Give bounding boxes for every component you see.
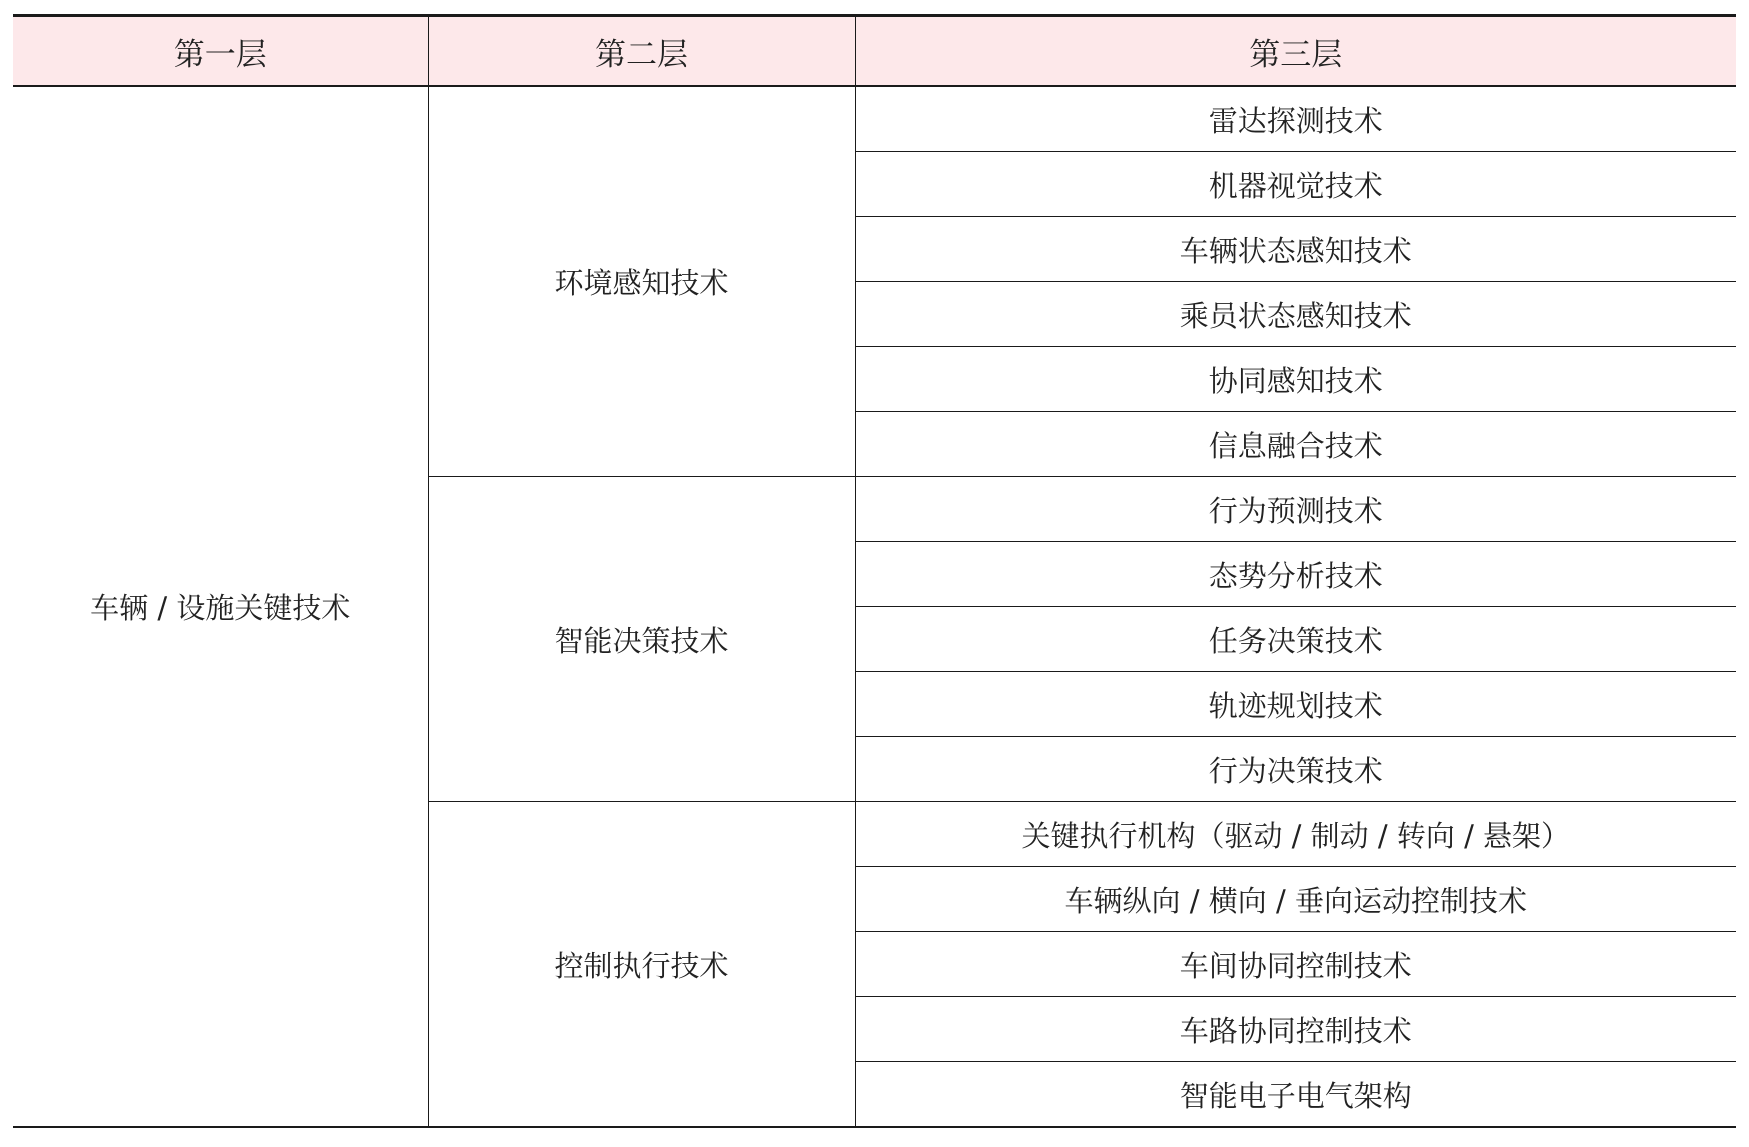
technology-table-container — [13, 14, 1736, 1128]
technology-hierarchy-table — [13, 14, 1736, 1128]
level2-cell-perception: 环境感知技术 — [428, 86, 855, 477]
level3-cell: 车间协同控制技术 — [855, 932, 1736, 997]
table-row — [13, 86, 1736, 152]
level3-cell: 关键执行机构（驱动 / 制动 / 转向 / 悬架） — [855, 802, 1736, 867]
level3-cell: 车辆纵向 / 横向 / 垂向运动控制技术 — [855, 867, 1736, 932]
level3-cell: 任务决策技术 — [855, 607, 1736, 672]
level3-cell: 雷达探测技术 — [855, 86, 1736, 152]
level3-cell: 机器视觉技术 — [855, 152, 1736, 217]
level3-cell: 轨迹规划技术 — [855, 672, 1736, 737]
level3-cell: 行为决策技术 — [855, 737, 1736, 802]
level3-cell: 智能电子电气架构 — [1179, 1078, 1412, 1113]
header-level-1: 第一层 — [13, 16, 428, 87]
level3-cell: 信息融合技术 — [855, 412, 1736, 477]
level3-cell: 车辆状态感知技术 — [855, 217, 1736, 282]
level3-cell: 车路协同控制技术 — [855, 997, 1736, 1062]
level3-cell: 乘员状态感知技术 — [855, 282, 1736, 347]
level3-cell: 态势分析技术 — [855, 542, 1736, 607]
level2-cell-control: 控制执行技术 — [428, 802, 855, 1128]
header-level-2: 第二层 — [428, 16, 855, 87]
level3-cell: 协同感知技术 — [855, 347, 1736, 412]
level2-cell-decision: 智能决策技术 — [428, 477, 855, 802]
header-level-3: 第三层 — [855, 16, 1736, 87]
table-header-row — [13, 16, 1736, 87]
level1-cell: 车辆 / 设施关键技术 — [13, 86, 428, 1127]
level3-cell: 行为预测技术 — [855, 477, 1736, 542]
